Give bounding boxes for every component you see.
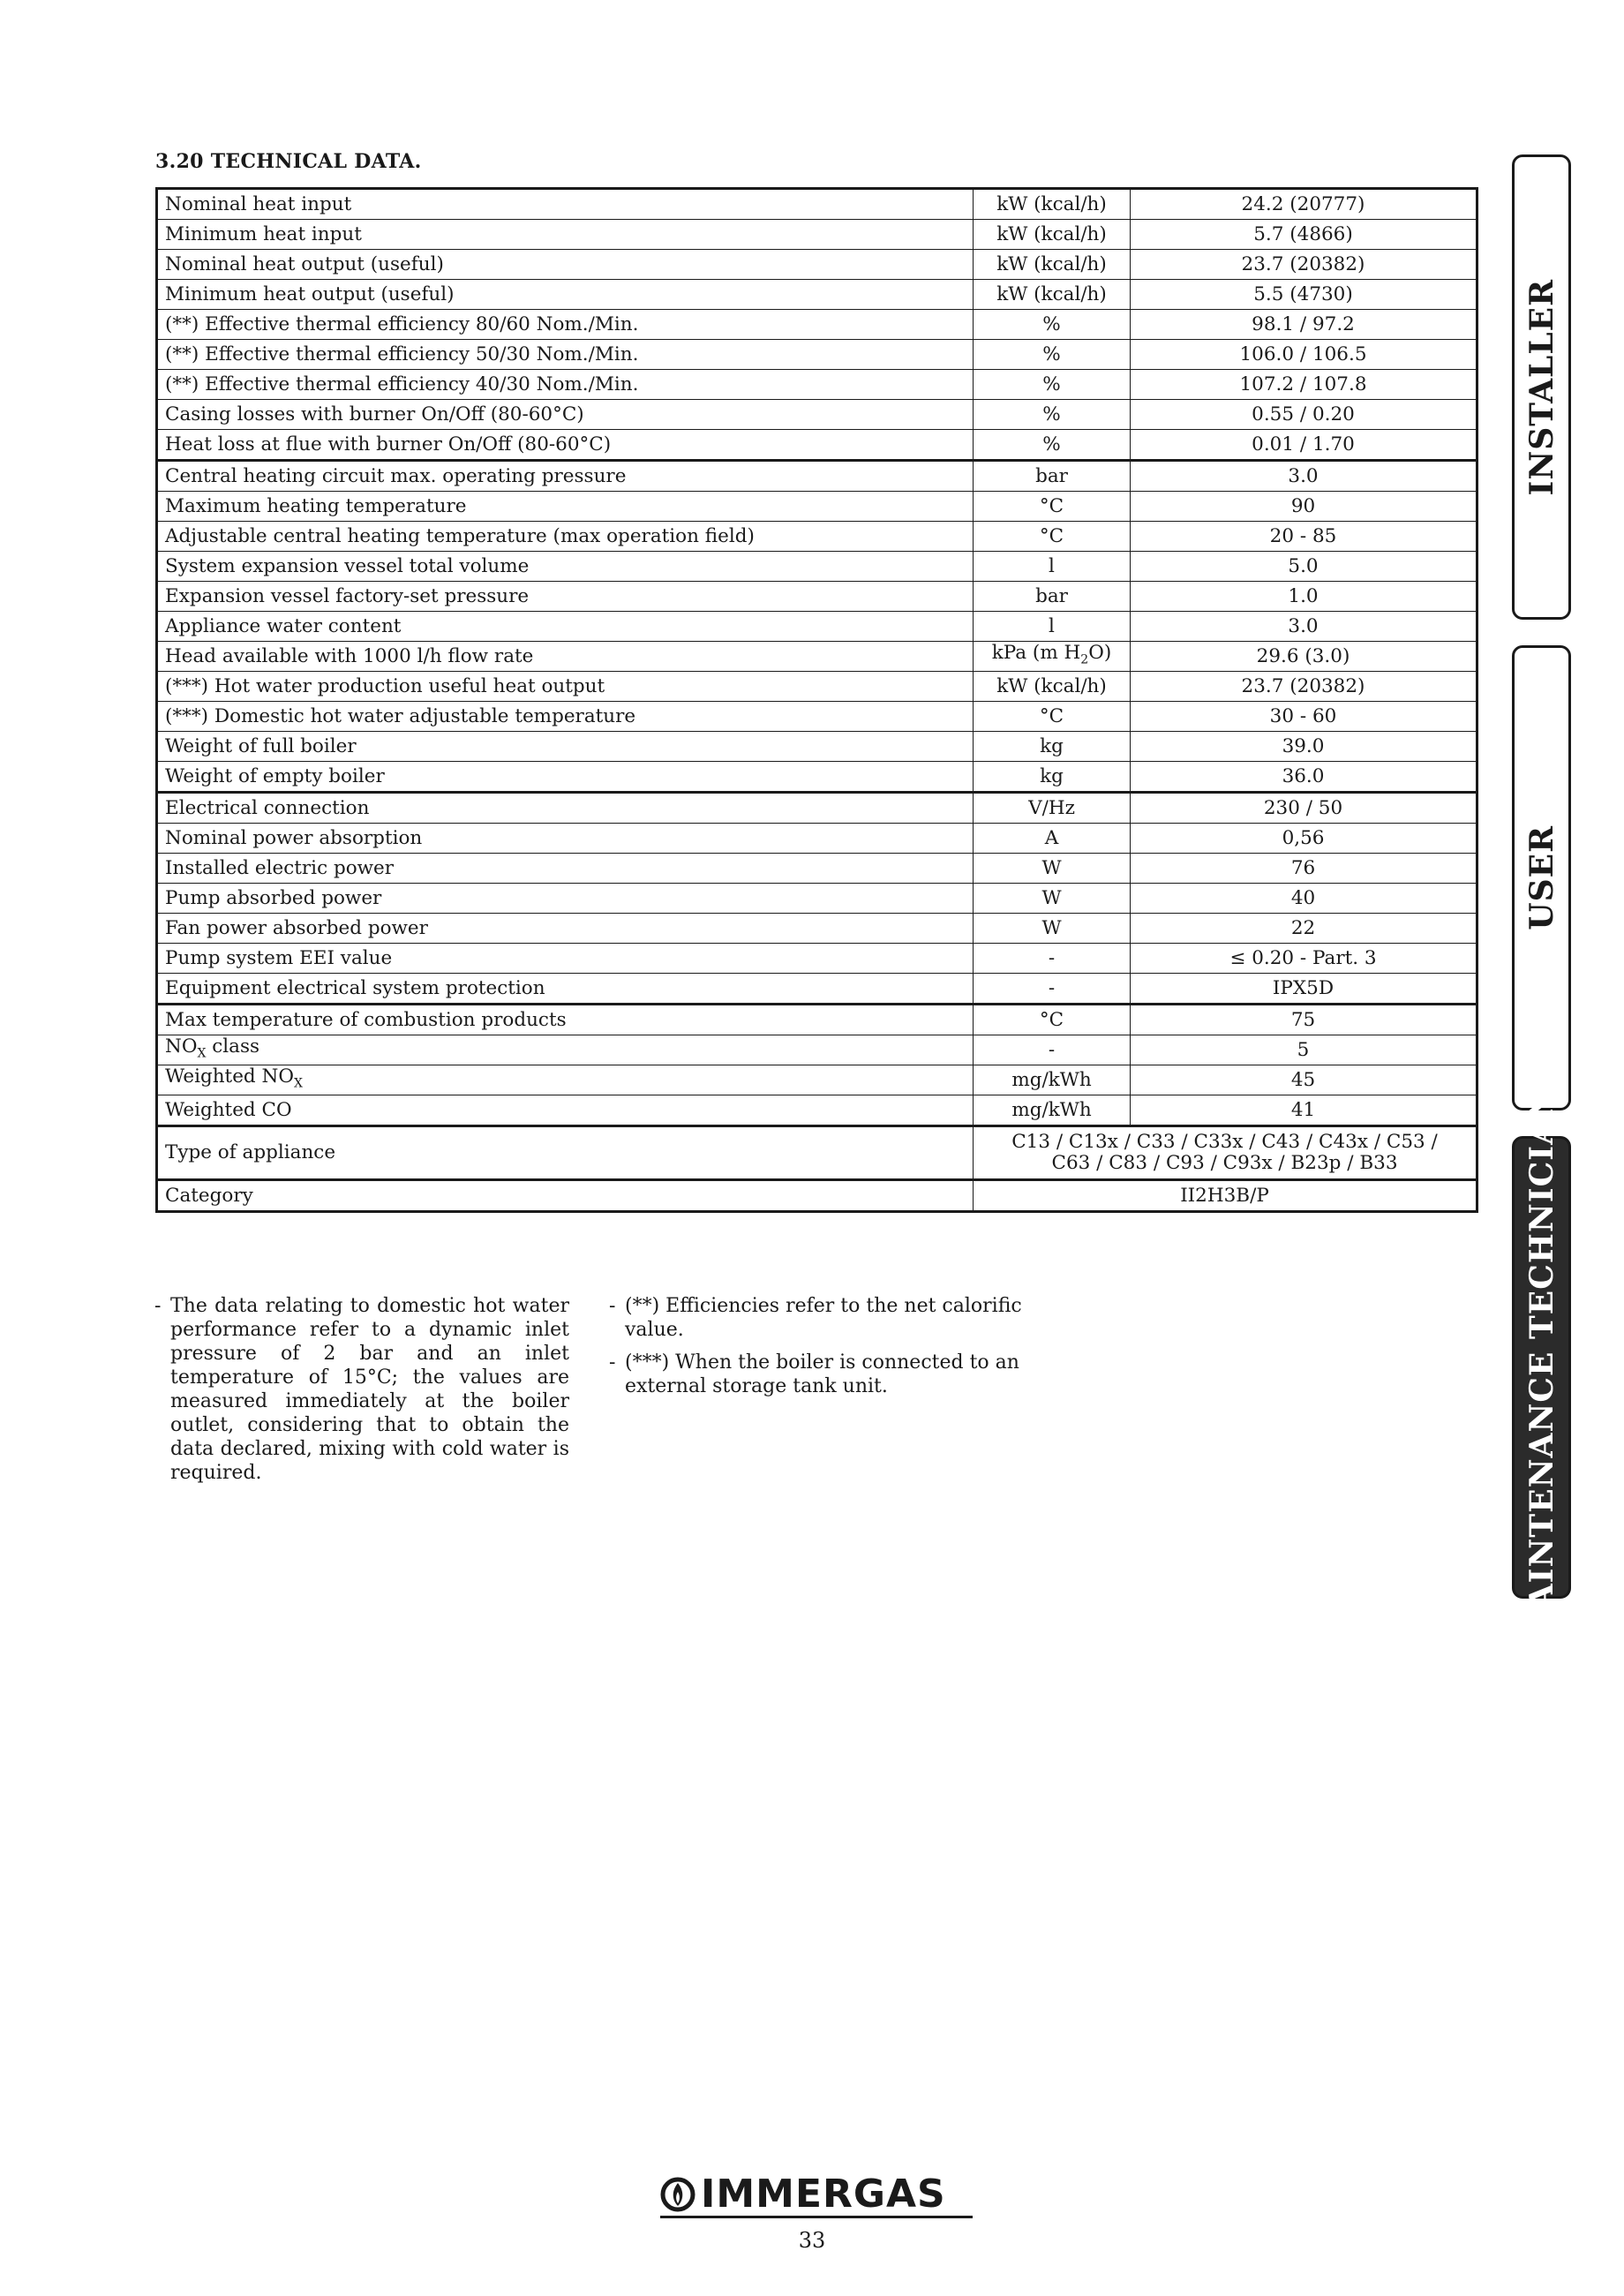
table-row	[157, 793, 1477, 824]
row-unit: %	[974, 310, 1131, 340]
tab-maintenance-technician[interactable]	[1512, 1089, 1571, 1645]
row-description: Category	[157, 1180, 974, 1212]
desc-text: class	[206, 1035, 260, 1058]
row-value: 22	[1131, 914, 1477, 944]
row-value: 3.0	[1131, 461, 1477, 492]
row-description: Nominal heat input	[157, 189, 974, 220]
note-storage-tank	[609, 1351, 1033, 1398]
row-unit: kg	[974, 732, 1131, 762]
note-dhw-performance	[154, 1294, 569, 1485]
table-row	[157, 582, 1477, 612]
row-description: Nominal heat output (useful)	[157, 250, 974, 280]
table-row	[157, 189, 1477, 220]
desc-subscript: X	[293, 1076, 303, 1091]
table-row	[157, 250, 1477, 280]
table-row	[157, 974, 1477, 1005]
row-description: Maximum heating temperature	[157, 492, 974, 522]
table-row	[157, 672, 1477, 702]
table-row	[157, 914, 1477, 944]
row-value: 107.2 / 107.8	[1131, 370, 1477, 400]
table-row	[157, 1065, 1477, 1095]
table-row	[157, 1180, 1477, 1212]
row-unit: %	[974, 430, 1131, 461]
row-value: 90	[1131, 492, 1477, 522]
row-value: IPX5D	[1131, 974, 1477, 1005]
row-unit: W	[974, 884, 1131, 914]
row-unit: V/Hz	[974, 793, 1131, 824]
row-description: Heat loss at flue with burner On/Off (80-60°C)	[157, 430, 974, 461]
row-unit: kW (kcal/h)	[974, 220, 1131, 250]
row-unit: W	[974, 914, 1131, 944]
note-text: (***) When the boiler is connected to an external storage tank unit.	[625, 1351, 1019, 1397]
note-text: The data relating to domestic hot water performance refer to a dynamic inlet pressure of 2 bar and an inlet temperature of 15°C; the values are measured immediately at the boiler outlet, considering that to obtain the data declared, mixing with cold water is required.	[170, 1295, 569, 1484]
row-unit: -	[974, 974, 1131, 1005]
row-value: 3.0	[1131, 612, 1477, 642]
row-value: 230 / 50	[1131, 793, 1477, 824]
row-description: Weight of empty boiler	[157, 762, 974, 793]
row-value: 20 - 85	[1131, 522, 1477, 552]
table-row	[157, 522, 1477, 552]
row-description: Minimum heat output (useful)	[157, 280, 974, 310]
page-number: 33	[798, 2228, 826, 2253]
row-value: 98.1 / 97.2	[1131, 310, 1477, 340]
note-dash: -	[609, 1351, 616, 1374]
table-row	[157, 220, 1477, 250]
row-unit: bar	[974, 582, 1131, 612]
tab-installer[interactable]	[1512, 154, 1571, 620]
row-unit: kW (kcal/h)	[974, 280, 1131, 310]
row-value: 39.0	[1131, 732, 1477, 762]
row-unit: kW (kcal/h)	[974, 250, 1131, 280]
row-value: C13 / C13x / C33 / C33x / C43 / C43x / C53 / C63 / C83 / C93 / C93x / B23p / B33	[974, 1126, 1477, 1180]
unit-text: kPa (m H	[991, 641, 1081, 664]
row-unit: A	[974, 824, 1131, 854]
section-title: 3.20 TECHNICAL DATA.	[155, 150, 422, 173]
row-description: Equipment electrical system protection	[157, 974, 974, 1005]
row-description	[157, 1065, 974, 1095]
table-row	[157, 762, 1477, 793]
note-efficiency	[609, 1294, 1033, 1342]
row-value: 106.0 / 106.5	[1131, 340, 1477, 370]
row-value: 23.7 (20382)	[1131, 250, 1477, 280]
table-row	[157, 732, 1477, 762]
row-description: Pump system EEI value	[157, 944, 974, 974]
row-unit: kW (kcal/h)	[974, 672, 1131, 702]
note-dash: -	[609, 1295, 616, 1317]
row-description: Weighted CO	[157, 1095, 974, 1126]
row-unit: %	[974, 340, 1131, 370]
row-description: Appliance water content	[157, 612, 974, 642]
table-row	[157, 1126, 1477, 1180]
table-row	[157, 944, 1477, 974]
row-description: (***) Domestic hot water adjustable temperature	[157, 702, 974, 732]
row-unit: kW (kcal/h)	[974, 189, 1131, 220]
row-description: Weight of full boiler	[157, 732, 974, 762]
row-value: II2H3B/P	[974, 1180, 1477, 1212]
tab-user-label: USER	[1522, 825, 1560, 930]
row-description: Casing losses with burner On/Off (80-60°C)	[157, 400, 974, 430]
row-value: 76	[1131, 854, 1477, 884]
table-row	[157, 430, 1477, 461]
table-row	[157, 280, 1477, 310]
row-value: 40	[1131, 884, 1477, 914]
table-row	[157, 492, 1477, 522]
row-value: 5	[1131, 1035, 1477, 1065]
row-description: (***) Hot water production useful heat output	[157, 672, 974, 702]
row-description: Pump absorbed power	[157, 884, 974, 914]
table-row	[157, 824, 1477, 854]
table-row	[157, 854, 1477, 884]
row-unit: l	[974, 552, 1131, 582]
table-row	[157, 340, 1477, 370]
row-unit: mg/kWh	[974, 1095, 1131, 1126]
row-value: 5.0	[1131, 552, 1477, 582]
row-unit: W	[974, 854, 1131, 884]
row-description: System expansion vessel total volume	[157, 552, 974, 582]
row-description: Central heating circuit max. operating pressure	[157, 461, 974, 492]
row-description: Expansion vessel factory-set pressure	[157, 582, 974, 612]
row-description: Installed electric power	[157, 854, 974, 884]
unit-text: O)	[1088, 641, 1112, 664]
table-row	[157, 370, 1477, 400]
table-row	[157, 310, 1477, 340]
table-row	[157, 1035, 1477, 1065]
row-value: 29.6 (3.0)	[1131, 642, 1477, 672]
row-unit: %	[974, 370, 1131, 400]
table-row	[157, 461, 1477, 492]
row-unit: °C	[974, 522, 1131, 552]
tab-installer-label: INSTALLER	[1522, 278, 1560, 496]
row-value: ≤ 0.20 - Part. 3	[1131, 944, 1477, 974]
row-description: Head available with 1000 l/h flow rate	[157, 642, 974, 672]
note-dash: -	[154, 1295, 162, 1317]
flame-logo-icon	[660, 2176, 695, 2213]
row-description: Nominal power absorption	[157, 824, 974, 854]
technical-data-table	[155, 187, 1478, 1213]
table-row	[157, 1005, 1477, 1035]
row-description: (**) Effective thermal efficiency 40/30 Nom./Min.	[157, 370, 974, 400]
unit-subscript: 2	[1080, 652, 1089, 667]
row-description: Electrical connection	[157, 793, 974, 824]
table-row	[157, 612, 1477, 642]
row-value: 45	[1131, 1065, 1477, 1095]
row-value: 0.01 / 1.70	[1131, 430, 1477, 461]
table-row	[157, 1095, 1477, 1126]
row-unit: -	[974, 944, 1131, 974]
tab-maintenance-label: MAINTENANCE TECHNICIAN	[1522, 1089, 1560, 1645]
table-row	[157, 552, 1477, 582]
row-unit: °C	[974, 492, 1131, 522]
row-description: (**) Effective thermal efficiency 80/60 Nom./Min.	[157, 310, 974, 340]
desc-text: NO	[165, 1035, 198, 1058]
row-value: 30 - 60	[1131, 702, 1477, 732]
row-value: 0.55 / 0.20	[1131, 400, 1477, 430]
row-description	[157, 1035, 974, 1065]
row-unit: %	[974, 400, 1131, 430]
table-row	[157, 642, 1477, 672]
tab-user[interactable]	[1512, 645, 1571, 1110]
row-unit: l	[974, 612, 1131, 642]
row-description: Max temperature of combustion products	[157, 1005, 974, 1035]
row-value: 5.5 (4730)	[1131, 280, 1477, 310]
row-value: 24.2 (20777)	[1131, 189, 1477, 220]
brand-name: IMMERGAS	[701, 2172, 946, 2217]
row-unit: °C	[974, 1005, 1131, 1035]
row-description: Fan power absorbed power	[157, 914, 974, 944]
row-unit: °C	[974, 702, 1131, 732]
row-value: 75	[1131, 1005, 1477, 1035]
row-value: 1.0	[1131, 582, 1477, 612]
row-unit: bar	[974, 461, 1131, 492]
table-row	[157, 400, 1477, 430]
row-value: 23.7 (20382)	[1131, 672, 1477, 702]
row-description: Minimum heat input	[157, 220, 974, 250]
row-unit	[974, 642, 1131, 672]
row-description: Adjustable central heating temperature (max operation field)	[157, 522, 974, 552]
row-value: 0,56	[1131, 824, 1477, 854]
row-description: (**) Effective thermal efficiency 50/30 Nom./Min.	[157, 340, 974, 370]
desc-text: Weighted NO	[165, 1065, 294, 1088]
row-value: 36.0	[1131, 762, 1477, 793]
note-text: (**) Efficiencies refer to the net calorific value.	[625, 1295, 1022, 1341]
row-value: 5.7 (4866)	[1131, 220, 1477, 250]
row-description: Type of appliance	[157, 1126, 974, 1180]
row-unit: kg	[974, 762, 1131, 793]
table-row	[157, 884, 1477, 914]
notes-right	[609, 1294, 1033, 1407]
brand-logo	[660, 2173, 973, 2218]
table-row	[157, 702, 1477, 732]
row-unit: -	[974, 1035, 1131, 1065]
row-unit: mg/kWh	[974, 1065, 1131, 1095]
desc-subscript: X	[197, 1046, 207, 1061]
row-value: 41	[1131, 1095, 1477, 1126]
